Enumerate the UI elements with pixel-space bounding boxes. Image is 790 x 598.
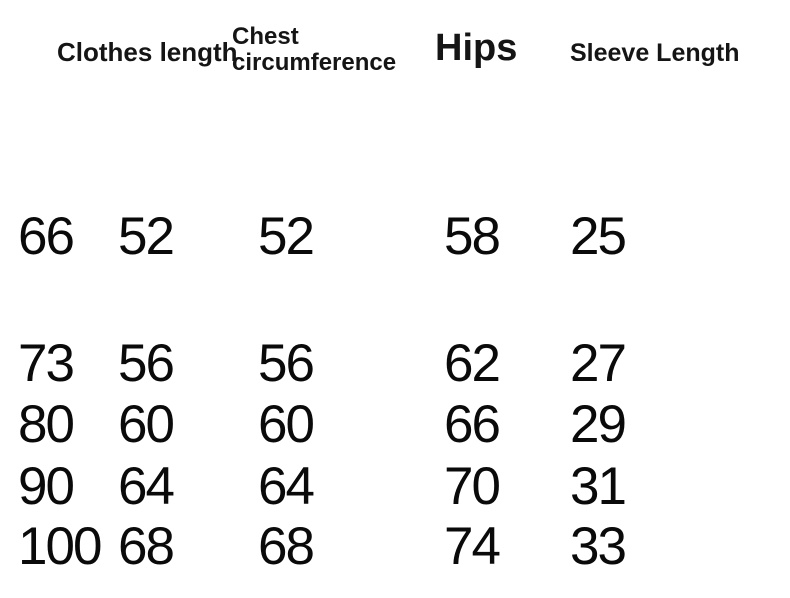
table-row xyxy=(0,517,790,582)
size-cell: 31 xyxy=(570,457,625,516)
size-cell: 62 xyxy=(444,334,499,393)
table-row xyxy=(0,334,790,399)
size-cell: 60 xyxy=(118,395,173,454)
column-header-chest-circumference: Chest circumference xyxy=(232,23,397,76)
size-cell: 58 xyxy=(444,207,499,266)
size-cell: 90 xyxy=(18,457,73,516)
size-cell: 33 xyxy=(570,517,625,576)
table-row xyxy=(0,457,790,522)
size-cell: 52 xyxy=(258,207,313,266)
size-cell: 60 xyxy=(258,395,313,454)
size-cell: 56 xyxy=(118,334,173,393)
size-cell: 56 xyxy=(258,334,313,393)
size-cell: 64 xyxy=(258,457,313,516)
column-header-sleeve-length: Sleeve Length xyxy=(570,39,740,67)
size-cell: 73 xyxy=(18,334,73,393)
size-cell: 52 xyxy=(118,207,173,266)
size-cell: 68 xyxy=(118,517,173,576)
size-cell: 27 xyxy=(570,334,625,393)
size-cell: 70 xyxy=(444,457,499,516)
table-row xyxy=(0,207,790,272)
size-cell: 74 xyxy=(444,517,499,576)
size-cell: 29 xyxy=(570,395,625,454)
size-cell: 64 xyxy=(118,457,173,516)
size-cell: 80 xyxy=(18,395,73,454)
size-cell: 100 xyxy=(18,517,101,576)
size-cell: 66 xyxy=(444,395,499,454)
size-cell: 66 xyxy=(18,207,73,266)
table-row xyxy=(0,395,790,460)
size-cell: 25 xyxy=(570,207,625,266)
column-header-clothes-length: Clothes length xyxy=(57,37,238,67)
column-header-hips: Hips xyxy=(435,27,518,69)
size-cell: 68 xyxy=(258,517,313,576)
